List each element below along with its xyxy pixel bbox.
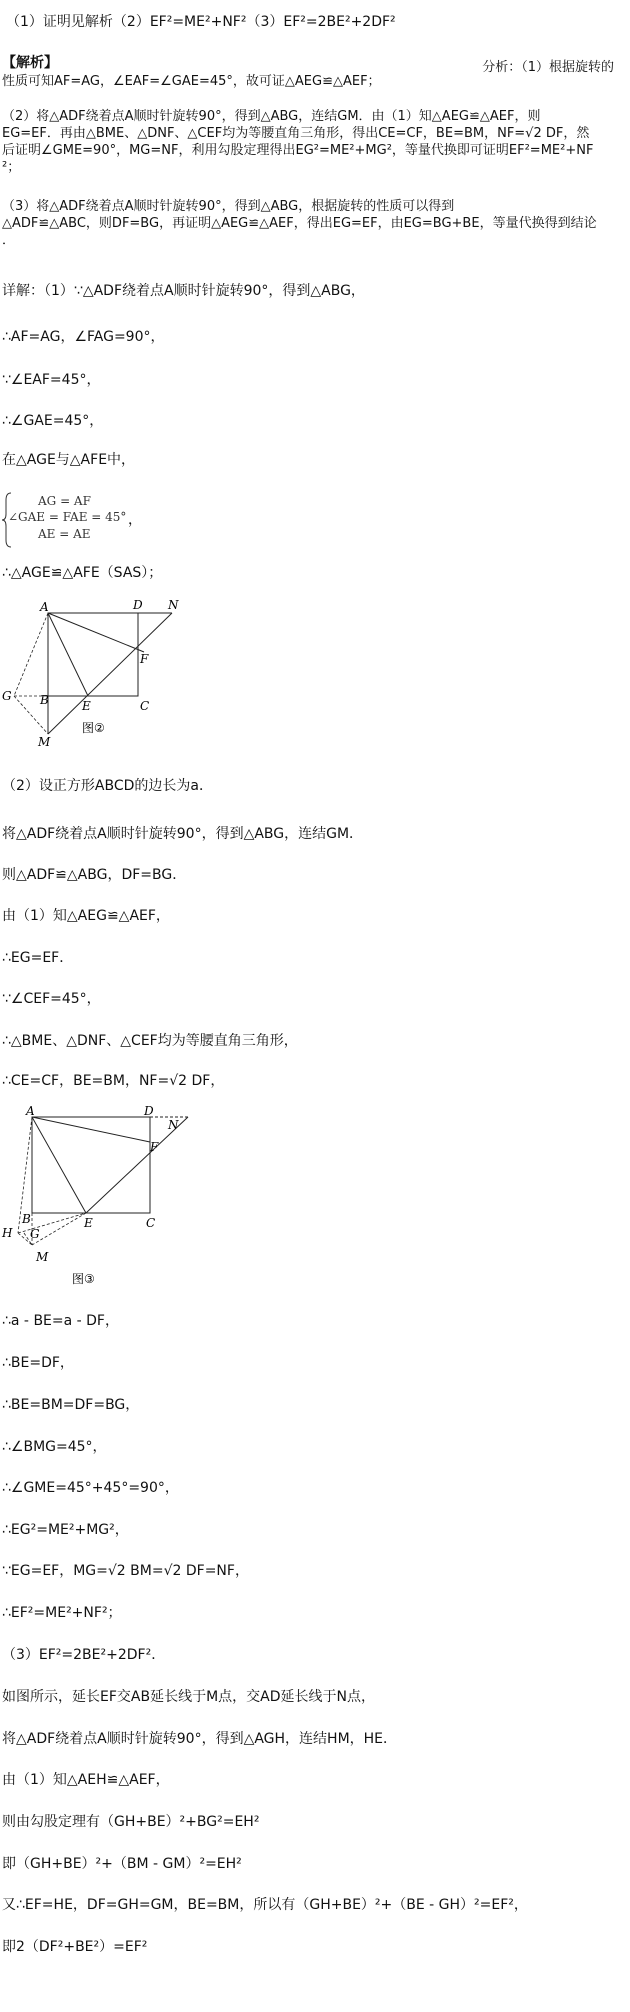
fig3-label-h: H <box>2 1226 13 1240</box>
part2b-line-4: ∴∠BMG=45°， <box>2 1439 107 1455</box>
part2-line-2: 将△ADF绕着点A顺时针旋转90°，得到△ABG，连结GM． <box>2 826 364 842</box>
part2b-line-6: ∴EG²=ME²+MG²， <box>2 1522 129 1538</box>
analysis-intro: 分析：（1）根据旋转的 <box>482 60 614 75</box>
part2-line-6: ∵∠CEF=45°， <box>2 991 101 1007</box>
system-tail: ， <box>128 512 142 528</box>
fig2-label-a: A <box>40 600 49 614</box>
fig3-label-b: B <box>22 1212 31 1226</box>
fig2-caption: 图② <box>82 721 105 735</box>
fig3-label-m: M <box>36 1250 49 1264</box>
fig2-label-n: N <box>168 598 179 612</box>
fig2-label-d: D <box>133 598 143 612</box>
fig3-caption: 图③ <box>72 1272 95 1286</box>
analysis-part2-line4: ²； <box>2 160 21 175</box>
fig2-label-e: E <box>82 699 91 713</box>
part3-line-1: （3）EF²=2BE²+2DF²． <box>2 1647 166 1663</box>
part2b-line-5: ∴∠GME=45°+45°=90°， <box>2 1480 179 1496</box>
part2b-line-7: ∵EG=EF，MG=√2 BM=√2 DF=NF， <box>2 1563 249 1579</box>
analysis-part1: 性质可知AF=AG，∠EAF=∠GAE=45°，故可证△AEG≌△AEF； <box>2 74 381 89</box>
fig3-label-n: N <box>168 1118 179 1132</box>
part3-line-7: 又∴EF=HE，DF=GH=GM，BE=BM，所以有（GH+BE）²+（BE - GH）²=EF²， <box>2 1897 528 1913</box>
part3-line-6: 即（GH+BE）²+（BM - GM）²=EH² <box>2 1856 242 1872</box>
part3-line-8: 即2（DF²+BE²）=EF² <box>2 1939 148 1955</box>
part3-line-2: 如图所示，延长EF交AB延长线于M点，交AD延长线于N点， <box>2 1689 375 1705</box>
analysis-part2-line2: EG=EF．再由△BME、△DNF、△CEF均为等腰直角三角形，得出CE=CF，BE=BM，NF=√2 DF，然 <box>2 126 590 141</box>
fig3-label-c: C <box>146 1216 156 1230</box>
fig3-label-f: F <box>150 1140 159 1154</box>
fig2-label-f: F <box>140 652 149 666</box>
part3-line-5: 则由勾股定理有（GH+BE）²+BG²=EH² <box>2 1814 260 1830</box>
part2-line-5: ∴EG=EF． <box>2 950 74 966</box>
system-row-2: ∠GAE = FAE = 45° <box>8 510 127 524</box>
part2b-line-2: ∴BE=DF， <box>2 1355 74 1371</box>
detail-line-2: ∴AF=AG，∠FAG=90°， <box>2 329 165 345</box>
part2-line-3: 则△ADF≌△ABG，DF=BG． <box>2 867 187 883</box>
fig3-label-g: G <box>30 1227 40 1241</box>
part3-line-3: 将△ADF绕着点A顺时针旋转90°，得到△AGH，连结HM，HE． <box>2 1731 398 1747</box>
analysis-part3-line1: （3）将△ADF绕着点A顺时针旋转90°，得到△ABG，根据旋转的性质可以得到 <box>2 199 455 214</box>
analysis-part3-line3: ． <box>2 233 16 248</box>
fig2-label-g: G <box>2 689 12 703</box>
figure-3 <box>0 1105 200 1295</box>
detail-line-1: 详解：（1）∵△ADF绕着点A顺时针旋转90°，得到△ABG， <box>2 283 365 299</box>
part2-line-7: ∴△BME、△DNF、△CEF均为等腰直角三角形， <box>2 1033 298 1049</box>
part2b-line-3: ∴BE=BM=DF=BG， <box>2 1397 140 1413</box>
detail-line-4: ∴∠GAE=45°， <box>2 413 104 429</box>
system-row-3: AE = AE <box>38 527 91 541</box>
fig2-label-m: M <box>38 735 51 749</box>
system-row-1: AG = AF <box>38 494 91 508</box>
analysis-part2-line3: 后证明∠GME=90°，MG=NF，利用勾股定理得出EG²=ME²+MG²，等量代换即可证明EF²=ME²+NF <box>2 143 594 158</box>
part2b-line-8: ∴EF²=ME²+NF²； <box>2 1605 122 1621</box>
part3-line-4: 由（1）知△AEH≌△AEF， <box>2 1772 170 1788</box>
figure-2 <box>0 598 190 758</box>
detail-line-6: ∴△AGE≌△AFE（SAS）； <box>2 565 163 581</box>
fig3-label-a: A <box>26 1105 35 1118</box>
analysis-part3-line2: △ADF≌△ABC，则DF=BG，再证明△AEG≌△AEF，得出EG=EF，由EG=BG+BE，等量代换得到结论 <box>2 216 597 231</box>
analysis-part2-line1: （2）将△ADF绕着点A顺时针旋转90°，得到△ABG，连结GM．由（1）知△AEG≌△AEF，则 <box>2 109 541 124</box>
fig2-label-c: C <box>140 699 150 713</box>
answer-summary: （1）证明见解析（2）EF²=ME²+NF²（3）EF²=2BE²+2DF² <box>6 14 396 30</box>
fig3-label-d: D <box>144 1105 154 1118</box>
detail-line-5: 在△AGE与△AFE中， <box>2 452 136 468</box>
detail-line-3: ∵∠EAF=45°， <box>2 372 101 388</box>
part2-line-8: ∴CE=CF，BE=BM，NF=√2 DF， <box>2 1073 225 1089</box>
part2b-line-1: ∴a - BE=a - DF， <box>2 1313 119 1329</box>
analysis-heading: 【解析】 <box>2 55 58 71</box>
part2-line-4: 由（1）知△AEG≌△AEF， <box>2 908 170 924</box>
fig2-label-b: B <box>40 693 49 707</box>
part2-line-1: （2）设正方形ABCD的边长为a． <box>2 778 213 794</box>
fig3-label-e: E <box>84 1216 93 1230</box>
